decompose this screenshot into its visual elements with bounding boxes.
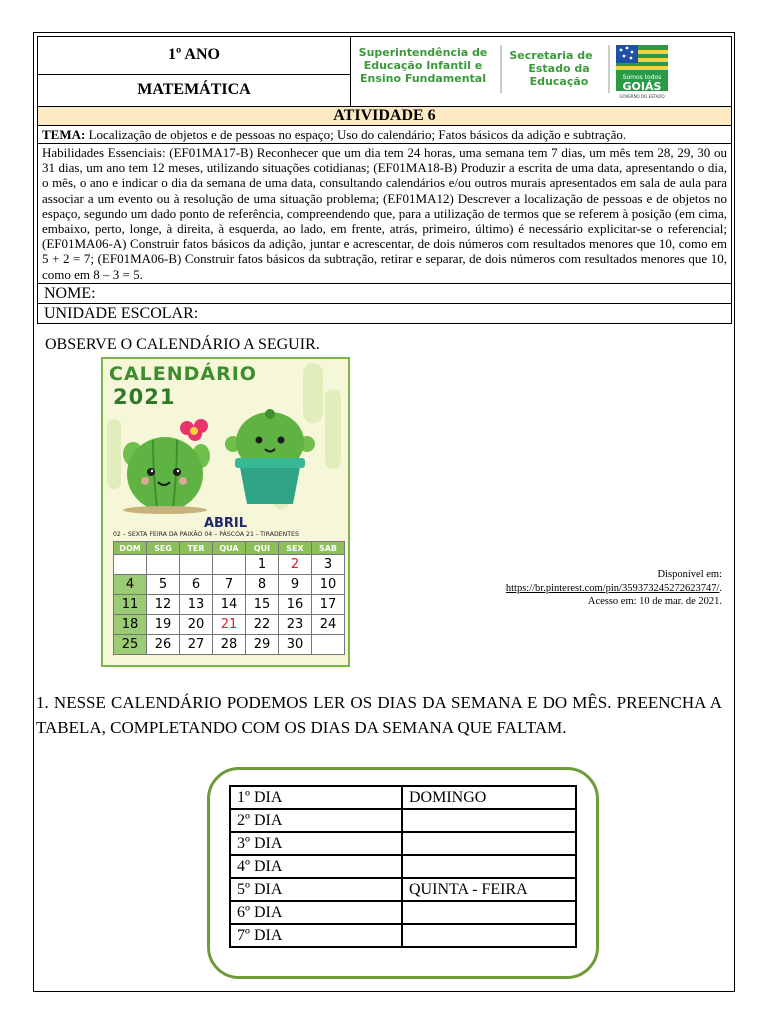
calendar-weekday: TER: [180, 542, 213, 555]
calendar-grid: [113, 541, 345, 655]
subject-label: MATEMÁTICA: [38, 74, 351, 106]
calendar-day-cell: 21: [213, 615, 246, 635]
calendar-week-row: [114, 615, 345, 635]
calendar-day-cell: 3: [312, 555, 345, 575]
calendar-month: ABRIL: [203, 516, 248, 531]
days-table: [229, 785, 577, 948]
table-row: [230, 786, 576, 809]
calendar-day-cell: 19: [147, 615, 180, 635]
calendar-day-cell: [312, 635, 345, 655]
education-logos: [351, 37, 731, 101]
source-access-date: Acesso em: 10 de mar. de 2021.: [587, 596, 722, 607]
calendar-day-cell: 26: [147, 635, 180, 655]
day-number-cell: 4º DIA: [230, 855, 402, 878]
logo-right-line2: Estado da: [528, 62, 590, 75]
calendar-day-cell: [180, 555, 213, 575]
calendar-day-cell: 14: [213, 595, 246, 615]
calendar-day-cell: 29: [246, 635, 279, 655]
calendar-weekday: SEG: [147, 542, 180, 555]
gov-sub-text: GOVERNO DO ESTADO: [619, 94, 665, 99]
table-row: [230, 901, 576, 924]
cactus-right-icon: [225, 409, 315, 504]
source-link[interactable]: https://br.pinterest.com/pin/359373245272623747/: [505, 582, 720, 594]
calendar-day-cell: 15: [246, 595, 279, 615]
calendar-weekday: SEX: [279, 542, 312, 555]
weekday-answer-cell[interactable]: [402, 832, 576, 855]
calendar-day-cell: 13: [180, 595, 213, 615]
tema-label: TEMA:: [42, 127, 86, 142]
calendar-title: CALENDÁRIO: [109, 363, 257, 385]
calendar-day-cell: 23: [279, 615, 312, 635]
calendar-holidays: 02 – SEXTA FEIRA DA PAIXÃO 04 – PÁSCOA 21 - TIRADENTES: [113, 531, 299, 538]
calendar-day-cell: 4: [114, 575, 147, 595]
calendar-day-cell: 1: [246, 555, 279, 575]
nome-field[interactable]: NOME:: [38, 283, 732, 303]
calendar-day-cell: 16: [279, 595, 312, 615]
day-number-cell: 5º DIA: [230, 878, 402, 901]
grade-label: 1º ANO: [38, 37, 351, 75]
logos-cell: [351, 37, 732, 107]
calendar-day-cell: 28: [213, 635, 246, 655]
day-number-cell: 7º DIA: [230, 924, 402, 947]
calendar-day-cell: 11: [114, 595, 147, 615]
weekday-answer-cell[interactable]: [402, 855, 576, 878]
calendar-week-row: [114, 555, 345, 575]
table-row: [230, 878, 576, 901]
calendar-weekday: DOM: [114, 542, 147, 555]
days-table-frame: [207, 767, 599, 979]
table-row: [230, 855, 576, 878]
calendar-day-cell: 25: [114, 635, 147, 655]
calendar-day-cell: 10: [312, 575, 345, 595]
calendar-day-cell: 24: [312, 615, 345, 635]
source-citation: [506, 568, 722, 609]
unidade-escolar-field[interactable]: UNIDADE ESCOLAR:: [38, 303, 732, 323]
calendar-day-cell: 17: [312, 595, 345, 615]
cactus-illustration: [103, 404, 348, 514]
tema-row: [38, 126, 732, 144]
weekday-answer-cell[interactable]: QUINTA - FEIRA: [402, 878, 576, 901]
gov-big-text: GOIÁS: [622, 80, 662, 93]
day-number-cell: 1º DIA: [230, 786, 402, 809]
cactus-left-icon: [123, 419, 210, 514]
calendar-weekday: QUA: [213, 542, 246, 555]
calendar-year: 2021: [113, 385, 176, 409]
observe-instruction: OBSERVE O CALENDÁRIO A SEGUIR.: [45, 336, 320, 353]
calendar-day-cell: 7: [213, 575, 246, 595]
calendar-day-cell: [114, 555, 147, 575]
calendar-image: [101, 357, 350, 667]
tema-text: Localização de objetos e de pessoas no espaço; Uso do calendário; Fatos básicos da adição e subtração.: [88, 127, 627, 142]
calendar-week-row: [114, 595, 345, 615]
calendar-day-cell: 30: [279, 635, 312, 655]
table-row: [230, 809, 576, 832]
calendar-week-row: [114, 635, 345, 655]
habilidades-text: Habilidades Essenciais: (EF01MA17-B) Reconhecer que um dia tem 24 horas, uma semana tem 7 dias, um mês tem 28, 29, 30 ou 31 dias, um ano tem 12 meses, utilizando situações cotidianas; (EF01MA18-B) Produzir a escrita de uma data, apresentando o dia, o mês, o ano e indicar o dia da semana de uma data, consultando calendários e/ou outros murais apresentados em sala de aula para associar a um evento ou à resolução de uma situação problema; (EF01MA12) Descrever a localização de pessoas e de objetos no espaço, segundo um dado ponto de referência, compreendendo que, para a utilização de termos que se referem à posição (em cima, embaixo, perto, longe, à direita, à esquerda, ao lado, em frente, atrás, primeiro, último) é necessário explicitar-se o referencial; (EF01MA06-A) Construir fatos básicos da adição, juntar e acrescentar, de dois números com resultados menores que 10, como em 5 + 2 = 7; (EF01MA06-B) Construir fatos básicos da subtração, retirar e separar, de dois números com resultados menores que 10, como em 8 – 3 = 5.: [38, 144, 732, 284]
weekday-answer-cell[interactable]: [402, 924, 576, 947]
calendar-day-cell: 27: [180, 635, 213, 655]
calendar-day-cell: [213, 555, 246, 575]
calendar-day-cell: 8: [246, 575, 279, 595]
weekday-answer-cell[interactable]: [402, 809, 576, 832]
activity-title: ATIVIDADE 6: [38, 107, 732, 126]
logo-right-line3: Educação: [529, 75, 589, 88]
day-number-cell: 6º DIA: [230, 901, 402, 924]
table-row: [230, 924, 576, 947]
gov-small-text: Somos todos: [622, 74, 662, 81]
calendar-day-cell: 2: [279, 555, 312, 575]
logo-left-line2: Educação Infantil e: [363, 59, 483, 72]
calendar-day-cell: 6: [180, 575, 213, 595]
calendar-day-cell: 5: [147, 575, 180, 595]
weekday-answer-cell[interactable]: [402, 901, 576, 924]
logo-left-line3: Ensino Fundamental: [359, 72, 487, 85]
calendar-weekday: QUI: [246, 542, 279, 555]
calendar-day-cell: [147, 555, 180, 575]
source-link-suffix: .: [719, 582, 722, 594]
weekday-answer-cell[interactable]: DOMINGO: [402, 786, 576, 809]
logo-left-line1: Superintendência de: [358, 46, 488, 59]
calendar-day-cell: 20: [180, 615, 213, 635]
calendar-day-cell: 18: [114, 615, 147, 635]
source-line1: Disponível em:: [657, 569, 722, 580]
calendar-day-cell: 22: [246, 615, 279, 635]
calendar-day-cell: 12: [147, 595, 180, 615]
calendar-week-row: [114, 575, 345, 595]
logo-right-line1: Secretaria de: [509, 49, 593, 62]
calendar-day-cell: 9: [279, 575, 312, 595]
header-table: [37, 36, 732, 324]
day-number-cell: 2º DIA: [230, 809, 402, 832]
day-number-cell: 3º DIA: [230, 832, 402, 855]
question-1: 1. NESSE CALENDÁRIO PODEMOS LER OS DIAS DA SEMANA E DO MÊS. PREENCHA A TABELA, COMPLETANDO COM OS DIAS DA SEMANA QUE FALTAM.: [36, 693, 722, 737]
calendar-weekday: SAB: [312, 542, 345, 555]
table-row: [230, 832, 576, 855]
